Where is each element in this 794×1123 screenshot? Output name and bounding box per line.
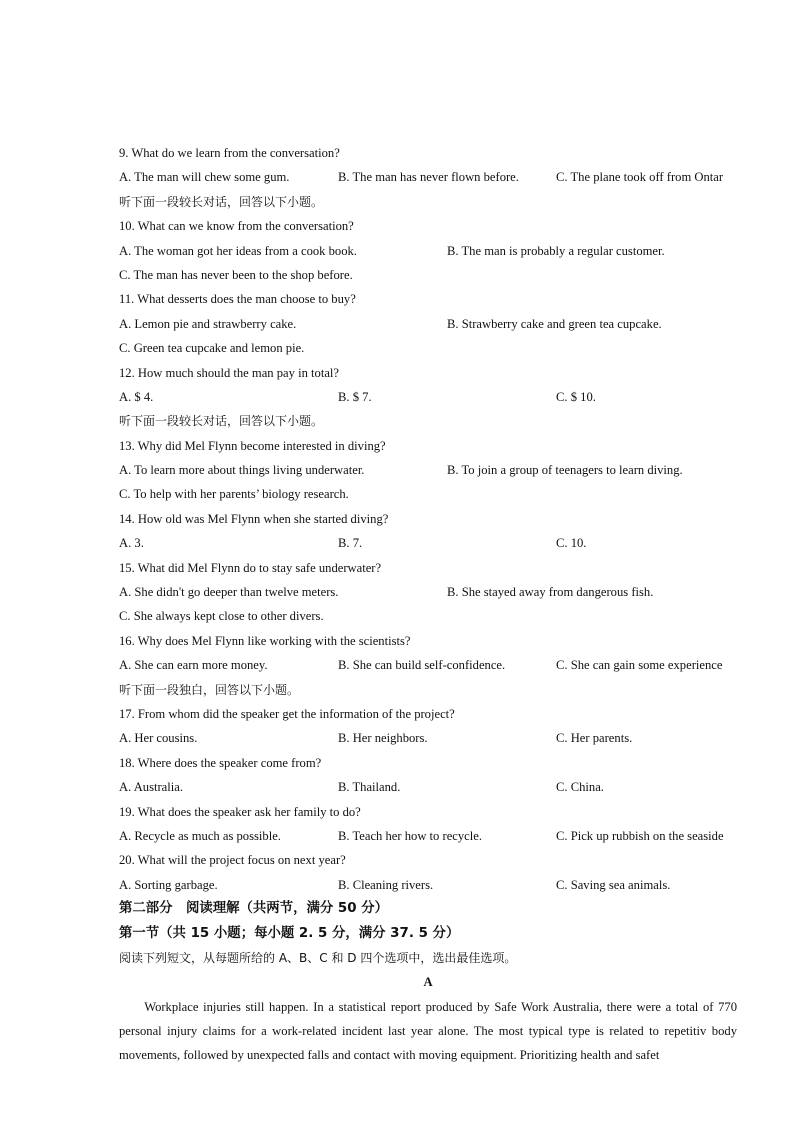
question-13-stem: 13. Why did Mel Flynn become interested in diving? (119, 438, 386, 453)
question-19-stem: 19. What does the speaker ask her family to do? (119, 804, 361, 819)
option-a: A. She can earn more money. (119, 658, 268, 673)
listening-instruction: 听下面一段独白，回答以下小题。 (119, 682, 300, 697)
option-a: A. 3. (119, 536, 144, 551)
option-a: A. To learn more about things living underwater. (119, 463, 365, 478)
option-c: C. The man has never been to the shop before. (119, 267, 353, 282)
option-b: B. To join a group of teenagers to learn diving. (447, 463, 683, 478)
option-b: B. Strawberry cake and green tea cupcake. (447, 316, 662, 331)
option-a: A. Recycle as much as possible. (119, 828, 281, 843)
option-a: A. The man will chew some gum. (119, 170, 290, 185)
option-c: C. The plane took off from Ontar (556, 170, 724, 185)
question-17-stem: 17. From whom did the speaker get the information of the project? (119, 706, 455, 721)
option-a: A. The woman got her ideas from a cook book. (119, 243, 357, 258)
question-20-stem: 20. What will the project focus on next year? (119, 853, 346, 868)
passage-text: Workplace injuries still happen. In a statistical report produced by Safe Work Australia, there were a total of 770 personal injury claims for a work-related incident last year alone. The most typical type is related to repetitiv body movements, followed by unexpected falls and contact with moving equipment. Prioritizing health and safet (119, 999, 737, 1063)
option-c: C. Pick up rubbish on the seaside (556, 828, 724, 843)
question-9-stem: 9. What do we learn from the conversation? (119, 146, 340, 160)
question-15-options (119, 580, 737, 604)
question-10-stem: 10. What can we know from the conversation? (119, 219, 354, 234)
option-c: C. Her parents. (556, 731, 633, 746)
option-b: B. The man is probably a regular customer. (447, 243, 665, 258)
passage-label: A (423, 975, 433, 990)
option-c: C. To help with her parents’ biology research. (119, 487, 349, 502)
option-b: B. She stayed away from dangerous fish. (447, 585, 654, 600)
option-a: A. Lemon pie and strawberry cake. (119, 316, 297, 331)
question-17-options (119, 726, 737, 750)
option-c: C. China. (556, 780, 604, 795)
option-c: C. 10. (556, 536, 587, 551)
option-b: B. Cleaning rivers. (338, 877, 434, 892)
option-a: A. $ 4. (119, 389, 154, 404)
option-b: B. Thailand. (338, 780, 401, 795)
option-a: A. Her cousins. (119, 731, 198, 746)
question-16-stem: 16. Why does Mel Flynn like working with the scientists? (119, 633, 411, 648)
question-20-options (119, 873, 737, 897)
option-a: A. She didn't go deeper than twelve meters. (119, 585, 339, 600)
option-b: B. $ 7. (338, 389, 372, 404)
question-11-stem: 11. What desserts does the man choose to buy? (119, 292, 356, 307)
listening-instruction: 听下面一段较长对话，回答以下小题。 (119, 414, 324, 429)
listening-instruction: 听下面一段较长对话，回答以下小题。 (119, 194, 324, 209)
option-c: C. Green tea cupcake and lemon pie. (119, 341, 305, 356)
option-b: B. Teach her how to recycle. (338, 828, 483, 843)
question-14-options (119, 531, 737, 555)
section-1-heading: 第一节（共 15 小题；每小题 2. 5 分，满分 37. 5 分） (119, 925, 460, 941)
option-b: B. 7. (338, 536, 363, 551)
question-14-stem: 14. How old was Mel Flynn when she started diving? (119, 511, 389, 526)
question-11-options (119, 312, 737, 336)
option-c: C. She always kept close to other divers. (119, 609, 324, 624)
option-b: B. She can build self-confidence. (338, 658, 506, 673)
exam-page (119, 141, 737, 1068)
question-12-options (119, 385, 737, 409)
option-a: A. Sorting garbage. (119, 877, 218, 892)
option-c: C. Saving sea animals. (556, 877, 671, 892)
question-18-options (119, 775, 737, 799)
question-18-stem: 18. Where does the speaker come from? (119, 755, 322, 770)
question-10-options (119, 239, 737, 263)
question-15-stem: 15. What did Mel Flynn do to stay safe underwater? (119, 560, 382, 575)
question-12-stem: 12. How much should the man pay in total? (119, 365, 340, 380)
question-9-options (119, 165, 737, 189)
option-a: A. Australia. (119, 780, 184, 795)
part-2-heading: 第二部分 阅读理解（共两节，满分 50 分） (119, 901, 388, 917)
question-19-options (119, 824, 737, 848)
option-c: C. $ 10. (556, 389, 596, 404)
option-c: C. She can gain some experience (556, 658, 723, 673)
option-b: B. Her neighbors. (338, 731, 428, 746)
reading-instruction: 阅读下列短文，从每题所给的 A、B、C 和 D 四个选项中，选出最佳选项。 (119, 950, 517, 965)
question-16-options (119, 653, 737, 677)
option-b: B. The man has never flown before. (338, 170, 519, 185)
question-13-options (119, 458, 737, 482)
